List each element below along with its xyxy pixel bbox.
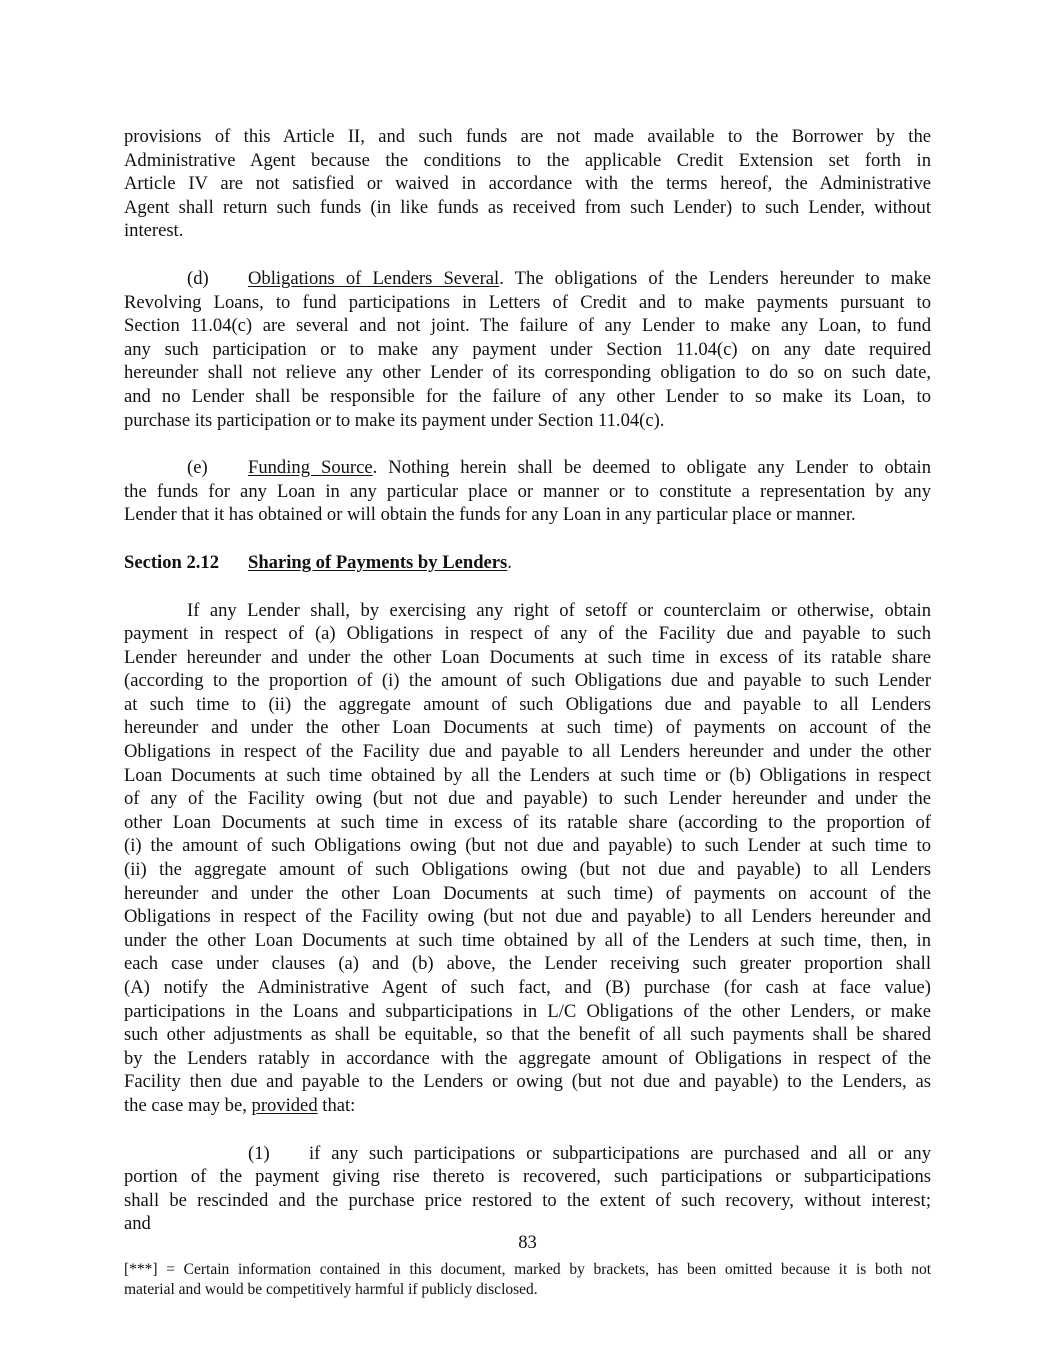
text-line: participations in the Loans and subparticipations in L/C Obligations of the other Lenders, or make <box>124 1000 931 1022</box>
text-line: (A) notify the Administrative Agent of such fact, and (B) purchase (for cash at face value) <box>124 977 931 998</box>
provided-term: provided <box>251 1094 318 1116</box>
section-title-period: . <box>507 551 512 573</box>
text-line: Loan Documents at such time obtained by all the Lenders at such time or (b) Obligations in respect <box>124 764 931 786</box>
section-title: Sharing of Payments by Lenders <box>248 551 508 573</box>
text-line: such other adjustments as shall be equitable, so that the benefit of all such payments shall be shared <box>124 1024 931 1046</box>
text-line: hereunder and under the other Loan Documents at such time) of payments on account of the <box>124 882 931 904</box>
text-line: shall be rescinded and the purchase price restored to the extent of such recovery, without interest; <box>124 1189 931 1211</box>
clause-d-first-line <box>124 267 931 291</box>
text-line: Facility then due and payable to the Lenders or owing (but not due and payable) to the Lenders, as <box>124 1071 931 1093</box>
text-line: Section 11.04(c) are several and not joint. The failure of any Lender to make any Loan, to fund <box>124 315 931 337</box>
text-line: Administrative Agent because the conditions to the applicable Credit Extension set forth in <box>124 149 931 171</box>
text-line: by the Lenders ratably in accordance with the aggregate amount of Obligations in respect of the <box>124 1047 931 1069</box>
text-line: Obligations in respect of the Facility due and payable to all Lenders hereunder and under the other <box>124 741 931 763</box>
text-line: under the other Loan Documents at such time obtained by all of the Lenders at such time, then, in <box>124 929 931 951</box>
clause-1-first-line <box>124 1142 931 1166</box>
clause-text: . The obligations of the Lenders hereunder to make <box>499 267 931 289</box>
page-number: 83 <box>518 1232 537 1253</box>
footnote-line: [***] = Certain information contained in this document, marked by brackets, has been omitted because it is both not <box>124 1261 931 1278</box>
text-line: at such time to (ii) the aggregate amount of such Obligations due and payable to all Lenders <box>124 693 931 715</box>
intro-paragraph <box>124 125 931 243</box>
text-line: interest. <box>124 220 184 242</box>
footnote-line: material and would be competitively harmful if publicly disclosed. <box>124 1280 538 1298</box>
text-line: Article IV are not satisfied or waived in accordance with the terms hereof, the Administrative <box>124 173 931 195</box>
text-line: hereunder and under the other Loan Documents at such time) of payments on account of the <box>124 717 931 739</box>
text-line: other Loan Documents at such time in excess of its ratable share (according to the proportion of <box>124 811 931 833</box>
text-line: any such participation or to make any payment under Section 11.04(c) on any date required <box>124 338 931 360</box>
section-body <box>124 599 931 1118</box>
text-line: provisions of this Article II, and such funds are not made available to the Borrower by the <box>124 126 931 147</box>
text-line: Lender that it has obtained or will obtain the funds for any Loan in any particular place or manner. <box>124 504 856 526</box>
section-heading <box>124 551 931 575</box>
text-line: hereunder shall not relieve any other Lender of its corresponding obligation to do so on such date, <box>124 362 931 384</box>
text-line: purchase its participation or to make its payment under Section 11.04(c). <box>124 409 665 431</box>
clause-text: . Nothing herein shall be deemed to obligate any Lender to obtain <box>372 457 931 479</box>
text-line: Obligations in respect of the Facility owing (but not due and payable) to all Lenders hereunder and <box>124 906 931 928</box>
text-line: payment in respect of (a) Obligations in respect of any of the Facility due and payable to such <box>124 623 931 645</box>
clause-title: Obligations of Lenders Several <box>248 267 500 289</box>
clause-text: if any such participations or subparticipations are purchased and all or any <box>309 1142 931 1164</box>
text-line: Agent shall return such funds (in like funds as received from such Lender) to such Lender, without <box>124 196 931 218</box>
text-line <box>124 1094 931 1118</box>
clause-1 <box>124 1142 931 1236</box>
text-line: and <box>124 1213 151 1235</box>
clause-number: (e) <box>187 457 208 479</box>
text-line: (i) the amount of such Obligations owing (but not due and payable) to such Lender at such time to <box>124 835 931 857</box>
text-line: If any Lender shall, by exercising any right of setoff or counterclaim or otherwise, obtain <box>187 599 931 621</box>
text-line: Lender hereunder and under the other Loan Documents at such time in excess of its ratable share <box>124 646 931 668</box>
footnote <box>124 1260 931 1299</box>
text-line: Revolving Loans, to fund participations in Letters of Credit and to make payments pursuant to <box>124 291 931 313</box>
clause-e-first-line <box>124 456 931 480</box>
clause-d <box>124 267 931 432</box>
clause-e <box>124 456 931 527</box>
clause-title: Funding Source <box>248 457 373 479</box>
text-line: (ii) the aggregate amount of such Obligations owing (but not due and payable) to all Lenders <box>124 859 931 881</box>
clause-number: (1) <box>248 1142 270 1164</box>
text-fragment: that: <box>317 1094 356 1116</box>
text-line: (according to the proportion of (i) the amount of such Obligations due and payable to such Lender <box>124 670 931 692</box>
text-line: the funds for any Loan in any particular place or manner or to constitute a representation by any <box>124 480 931 502</box>
document-page <box>124 125 931 1236</box>
section-number: Section 2.12 <box>124 551 220 573</box>
clause-number: (d) <box>187 267 209 289</box>
text-line: portion of the payment giving rise thereto is recovered, such participations or subparticipations <box>124 1166 931 1188</box>
text-line: and no Lender shall be responsible for the failure of any other Lender to so make its Loan, to <box>124 385 931 407</box>
text-line: each case under clauses (a) and (b) above, the Lender receiving such greater proportion shall <box>124 953 931 975</box>
text-fragment: the case may be, <box>124 1094 252 1116</box>
text-line: of any of the Facility owing (but not due and payable) to such Lender hereunder and under the <box>124 788 931 810</box>
